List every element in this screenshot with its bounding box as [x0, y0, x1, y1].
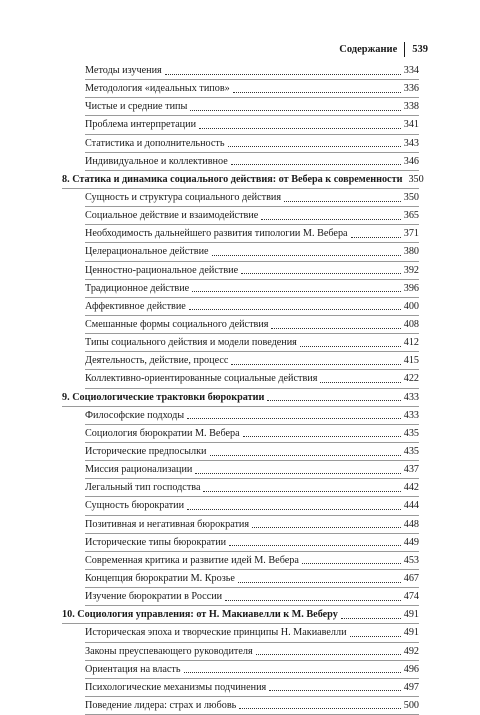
toc-page-number: 448: [403, 518, 419, 530]
toc-entry[interactable]: [62, 425, 419, 443]
dot-leader: [302, 563, 401, 564]
dot-leader: [189, 309, 401, 310]
dot-leader: [239, 708, 400, 709]
dot-leader: [225, 600, 401, 601]
toc-page-number: 371: [403, 228, 419, 240]
dot-leader: [231, 364, 400, 365]
toc-entry[interactable]: [62, 62, 419, 80]
dot-leader: [350, 636, 401, 637]
toc-entry-title: Изучение бюрократии в России: [85, 591, 223, 603]
toc-page-number: 433: [403, 391, 419, 403]
toc-entry-title: Историческая эпоха и творческие принципы Н. Макиавелли: [85, 627, 347, 639]
toc-page-number: 467: [403, 572, 419, 584]
dot-leader: [212, 255, 401, 256]
toc-chapter-entry[interactable]: [62, 171, 424, 189]
dot-leader: [256, 654, 401, 655]
toc-entry[interactable]: [62, 461, 419, 479]
toc-entry-title: Позитивная и негативная бюрократия: [85, 518, 250, 530]
page-number: 539: [412, 43, 428, 55]
dot-leader: [238, 582, 401, 583]
toc-page-number: 350: [403, 191, 419, 203]
toc-entry-title: Проблема интерпретации: [85, 119, 197, 131]
toc-entry-title: Типы социального действия и модели поведения: [85, 337, 297, 349]
toc-page-number: 492: [403, 645, 419, 657]
toc-entry[interactable]: [62, 534, 419, 552]
toc-page-number: 412: [403, 337, 419, 349]
toc-page-number: 491: [403, 627, 419, 639]
toc-entry[interactable]: [62, 243, 419, 261]
toc-entry[interactable]: [62, 352, 419, 370]
toc-entry-title: Психологические механизмы подчинения: [85, 681, 267, 693]
dot-leader: [187, 509, 401, 510]
dot-leader: [269, 690, 401, 691]
running-head: [339, 41, 428, 57]
toc-page-number: 433: [403, 409, 419, 421]
toc-entry[interactable]: [62, 479, 419, 497]
dot-leader: [261, 219, 400, 220]
toc-page-number: 474: [403, 591, 419, 603]
toc-entry[interactable]: [62, 116, 419, 134]
toc-page-number: 500: [403, 699, 419, 711]
toc-page-number: 400: [403, 300, 419, 312]
dot-leader: [228, 146, 401, 147]
toc-entry[interactable]: [62, 697, 419, 715]
toc-page-number: 491: [403, 609, 419, 621]
toc-page-number: 392: [403, 264, 419, 276]
dot-leader: [271, 328, 400, 329]
toc-entry-title: Социология бюрократии М. Вебера: [85, 427, 240, 439]
toc-entry[interactable]: [62, 262, 419, 280]
dot-leader: [192, 291, 401, 292]
toc-entry-title: Смешанные формы социального действия: [85, 318, 269, 330]
toc-entry-title: Концепция бюрократии М. Крозье: [85, 572, 235, 584]
toc-entry[interactable]: [62, 298, 419, 316]
toc-entry[interactable]: [62, 207, 419, 225]
toc-entry-title: Легальный тип господства: [85, 482, 201, 494]
dot-leader: [284, 201, 401, 202]
dot-leader: [187, 418, 401, 419]
toc-entry-title: Исторические типы бюрократии: [85, 536, 227, 548]
toc-page-number: 380: [403, 246, 419, 258]
toc-entry[interactable]: [62, 552, 419, 570]
toc-entry-title: Миссия рационализации: [85, 464, 193, 476]
toc-entry[interactable]: [62, 225, 419, 243]
toc-entry-title: Аффективное действие: [85, 300, 186, 312]
toc-page-number: 435: [403, 445, 419, 457]
dot-leader: [199, 128, 401, 129]
toc-entry[interactable]: [62, 624, 419, 642]
toc-page-number: 444: [403, 500, 419, 512]
toc-entry-title: Методология «идеальных типов»: [85, 83, 230, 95]
toc-entry-title: Статистика и дополнительность: [85, 137, 225, 149]
toc-entry[interactable]: [62, 570, 419, 588]
toc-entry-title: Сущность бюрократии: [85, 500, 185, 512]
toc-entry[interactable]: [62, 679, 419, 697]
dot-leader: [210, 455, 401, 456]
toc-entry[interactable]: [62, 516, 419, 534]
toc-entry[interactable]: [62, 135, 419, 153]
toc-entry[interactable]: [62, 98, 419, 116]
toc-page-number: 449: [403, 536, 419, 548]
toc-entry-title: Методы изучения: [85, 65, 162, 76]
toc-entry-title: Исторические предпосылки: [85, 445, 207, 457]
dot-leader: [190, 110, 400, 111]
toc-entry-title: Необходимость дальнейшего развития типологии М. Вебера: [85, 228, 348, 240]
toc-page-number: 497: [403, 681, 419, 693]
toc-entry[interactable]: [62, 80, 419, 98]
dot-leader: [165, 74, 401, 75]
dot-leader: [231, 164, 401, 165]
dot-leader: [203, 491, 400, 492]
dot-leader: [351, 237, 401, 238]
running-head-section: Содержание: [339, 43, 398, 55]
toc-entry-title: Сущность и структура социального действия: [85, 191, 282, 203]
toc-chapter-entry[interactable]: [62, 606, 419, 624]
toc-entry[interactable]: [62, 189, 419, 207]
toc-page-number: 346: [403, 155, 419, 167]
dot-leader: [267, 400, 400, 401]
toc-page-number: 442: [403, 482, 419, 494]
toc-page-number: 435: [403, 427, 419, 439]
toc-page-number: 365: [403, 210, 419, 222]
toc-page-number: 396: [403, 282, 419, 294]
toc-entry-title: Законы преуспевающего руководителя: [85, 645, 253, 657]
toc-entry-title: Социальное действие и взаимодействие: [85, 210, 259, 222]
dot-leader: [341, 618, 401, 619]
toc-entry-title: Ценностно-рациональное действие: [85, 264, 239, 276]
toc-entry[interactable]: [62, 407, 419, 425]
toc-entry-title: Коллективно-ориентированные социальные действия: [85, 373, 318, 385]
dot-leader: [300, 346, 401, 347]
toc-entry[interactable]: [62, 316, 419, 334]
toc-entry[interactable]: [62, 153, 419, 171]
toc-page-number: 338: [403, 101, 419, 113]
toc-chapter-entry[interactable]: [62, 389, 419, 407]
toc-entry[interactable]: [62, 497, 419, 515]
dot-leader: [195, 473, 400, 474]
toc-entry[interactable]: [62, 661, 419, 679]
toc-page-number: 422: [403, 373, 419, 385]
toc-entry-title: Философские подходы: [85, 409, 185, 421]
dot-leader: [184, 672, 401, 673]
toc-entry[interactable]: [62, 643, 419, 661]
toc-page-number: 336: [403, 83, 419, 95]
toc-entry-title: Индивидуальное и коллективное: [85, 155, 228, 167]
toc-page-number: 343: [403, 137, 419, 149]
dot-leader: [320, 382, 400, 383]
toc-page-number: 408: [403, 318, 419, 330]
dot-leader: [233, 92, 401, 93]
toc-page-number: 437: [403, 464, 419, 476]
running-head-divider: [404, 42, 405, 57]
toc-page-number: 453: [403, 554, 419, 566]
dot-leader: [229, 545, 401, 546]
toc-entry-title: Традиционное действие: [85, 282, 190, 294]
dot-leader: [252, 527, 401, 528]
toc-chapter-title: 10. Социология управления: от Н. Макиавелли к М. Веберу: [62, 609, 338, 621]
toc-entry[interactable]: [62, 588, 419, 606]
toc-entry-title: Ориентация на власть: [85, 663, 181, 675]
toc-page-number: 496: [403, 663, 419, 675]
dot-leader: [243, 436, 401, 437]
toc-entry-title: Целерациональное действие: [85, 246, 209, 258]
toc-page-number: 334: [403, 65, 419, 76]
toc-chapter-title: 8. Статика и динамика социального действия: от Вебера к современности: [62, 173, 403, 185]
toc-entry-title: Чистые и средние типы: [85, 101, 188, 113]
table-of-contents: [62, 62, 424, 715]
dot-leader: [241, 273, 401, 274]
toc-chapter-title: 9. Социологические трактовки бюрократии: [62, 391, 265, 403]
toc-entry[interactable]: [62, 280, 419, 298]
toc-page-number: 350: [408, 173, 424, 185]
toc-page-number: 415: [403, 355, 419, 367]
toc-page-number: 341: [403, 119, 419, 131]
toc-entry[interactable]: [62, 334, 419, 352]
toc-entry[interactable]: [62, 370, 419, 388]
toc-entry-title: Деятельность, действие, процесс: [85, 355, 229, 367]
toc-entry-title: Современная критика и развитие идей М. Вебера: [85, 554, 299, 566]
toc-entry[interactable]: [62, 443, 419, 461]
toc-entry-title: Поведение лидера: страх и любовь: [85, 699, 237, 711]
